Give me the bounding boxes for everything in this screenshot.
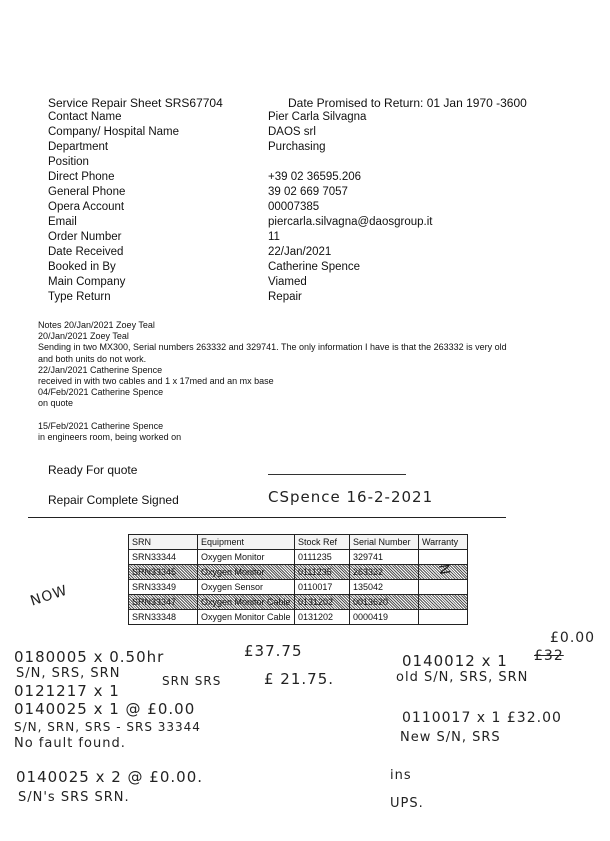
- table-cell: SRN33348: [129, 610, 198, 625]
- column-header: Stock Ref: [295, 535, 350, 550]
- table-cell: [419, 610, 468, 625]
- column-header: Equipment: [198, 535, 295, 550]
- field-label: General Phone: [48, 186, 126, 198]
- table-row: [129, 595, 468, 610]
- handwritten-line: S/N, SRS, SRN: [16, 666, 121, 681]
- note-line: 22/Jan/2021 Catherine Spence: [38, 364, 163, 375]
- table-row: [129, 550, 468, 565]
- table-cell: SRN33347: [129, 595, 198, 610]
- table-row: [129, 565, 468, 580]
- table-cell: [419, 595, 468, 610]
- table-cell: 329741: [350, 550, 419, 565]
- table-cell: Oxygen Monitor Cable: [198, 595, 295, 610]
- field-value: Purchasing: [268, 141, 326, 153]
- repair-complete-label: Repair Complete Signed: [48, 493, 179, 507]
- handwritten-line: 0140012 x 1: [402, 652, 508, 670]
- handwritten-line: 0180005 x 0.50hr: [14, 648, 165, 666]
- table-cell: Oxygen Monitor: [198, 565, 295, 580]
- column-header: SRN: [129, 535, 198, 550]
- table-cell: 0131202: [295, 610, 350, 625]
- table-header-row: [129, 535, 468, 550]
- handwritten-line: 0121217 x 1: [14, 682, 120, 700]
- handwritten-price: £ 21.75.: [264, 670, 335, 688]
- field-label: Email: [48, 216, 77, 228]
- field-label: Order Number: [48, 231, 122, 243]
- handwritten-line: ins: [390, 768, 412, 783]
- handwritten-price: £0.00: [550, 630, 596, 646]
- column-header: Serial Number: [350, 535, 419, 550]
- handwritten-line: S/N, SRN, SRS - SRS 33344: [14, 720, 201, 734]
- section-divider: [28, 517, 506, 518]
- handwritten-line: 0110017 x 1 £32.00: [402, 710, 562, 726]
- handwritten-struck-price: £32: [534, 648, 564, 664]
- table-cell: 0000419: [350, 610, 419, 625]
- handwritten-n: N: [434, 562, 453, 578]
- field-label: Company/ Hospital Name: [48, 126, 180, 138]
- table-cell: [419, 550, 468, 565]
- field-value: Viamed: [268, 276, 307, 288]
- note-line: on quote: [38, 398, 74, 409]
- table-cell: [419, 580, 468, 595]
- note-line: [38, 410, 578, 421]
- sheet-title: Service Repair Sheet SRS67704: [48, 96, 223, 110]
- table-cell: 0110017: [295, 580, 350, 595]
- field-label: Opera Account: [48, 201, 125, 213]
- repair-complete-signature: CSpence 16-2-2021: [268, 488, 434, 506]
- table-cell: Oxygen Sensor: [198, 580, 295, 595]
- field-label: Type Return: [48, 291, 111, 303]
- note-line: 20/Jan/2021 Zoey Teal: [38, 331, 129, 342]
- equipment-table: [128, 534, 468, 625]
- table-cell: SRN33349: [129, 580, 198, 595]
- note-line: 15/Feb/2021 Catherine Spence: [38, 420, 164, 431]
- field-label: Contact Name: [48, 111, 122, 123]
- date-promised: Date Promised to Return: 01 Jan 1970 -3600: [288, 96, 527, 110]
- note-line: 04/Feb/2021 Catherine Spence: [38, 387, 164, 398]
- table-cell: 0111235: [295, 550, 350, 565]
- field-label: Main Company: [48, 276, 126, 288]
- table-cell: 135042: [350, 580, 419, 595]
- ready-signature-line: [268, 474, 406, 475]
- handwritten-line: old S/N, SRS, SRN: [396, 670, 529, 685]
- field-label: Department: [48, 141, 109, 153]
- table-cell: 0013620: [350, 595, 419, 610]
- table-cell: Oxygen Monitor Cable: [198, 610, 295, 625]
- field-label: Position: [48, 156, 89, 168]
- note-line: Sending in two MX300, Serial numbers 263332 and 329741. The only information I have is that the 263332 is very old: [38, 342, 507, 353]
- handwritten-line: SRN SRS: [162, 674, 222, 688]
- field-label: Booked in By: [48, 261, 116, 273]
- field-value: 22/Jan/2021: [268, 246, 332, 258]
- handwritten-now: NOW: [28, 582, 70, 610]
- field-value: +39 02 36595.206: [268, 171, 362, 183]
- field-value: DAOS srl: [268, 126, 316, 138]
- table-row: [129, 610, 468, 625]
- handwritten-line: UPS.: [390, 796, 424, 811]
- field-label: Direct Phone: [48, 171, 115, 183]
- field-value: 00007385: [268, 201, 320, 213]
- table-cell: 0131202: [295, 595, 350, 610]
- field-value: 11: [268, 231, 280, 243]
- table-cell: SRN33345: [129, 565, 198, 580]
- field-value: 39 02 669 7057: [268, 186, 348, 198]
- note-line: received in with two cables and 1 x 17med and an mx base: [38, 376, 274, 387]
- handwritten-line: New S/N, SRS: [400, 730, 501, 745]
- handwritten-price: £37.75: [244, 642, 303, 660]
- table-cell: SRN33344: [129, 550, 198, 565]
- handwritten-line: 0140025 x 1 @ £0.00: [14, 700, 196, 718]
- column-header: Warranty: [419, 535, 468, 550]
- table-cell: 0111235: [295, 565, 350, 580]
- field-value: piercarla.silvagna@daosgroup.it: [268, 216, 433, 228]
- field-value: Catherine Spence: [268, 261, 361, 273]
- field-value: Repair: [268, 291, 302, 303]
- table-cell: Oxygen Monitor: [198, 550, 295, 565]
- handwritten-line: S/N's SRS SRN.: [18, 790, 130, 805]
- note-line: and both units do not work.: [38, 353, 147, 364]
- handwritten-line: No fault found.: [14, 736, 126, 751]
- handwritten-line: 0140025 x 2 @ £0.00.: [16, 768, 204, 786]
- notes-block: [38, 320, 578, 443]
- note-line: in engineers room, being worked on: [38, 431, 182, 442]
- note-line: Notes 20/Jan/2021 Zoey Teal: [38, 320, 155, 330]
- table-cell: 263332: [350, 565, 419, 580]
- field-value: Pier Carla Silvagna: [268, 111, 367, 123]
- ready-for-quote-label: Ready For quote: [48, 463, 138, 477]
- field-label: Date Received: [48, 246, 124, 258]
- table-row: [129, 580, 468, 595]
